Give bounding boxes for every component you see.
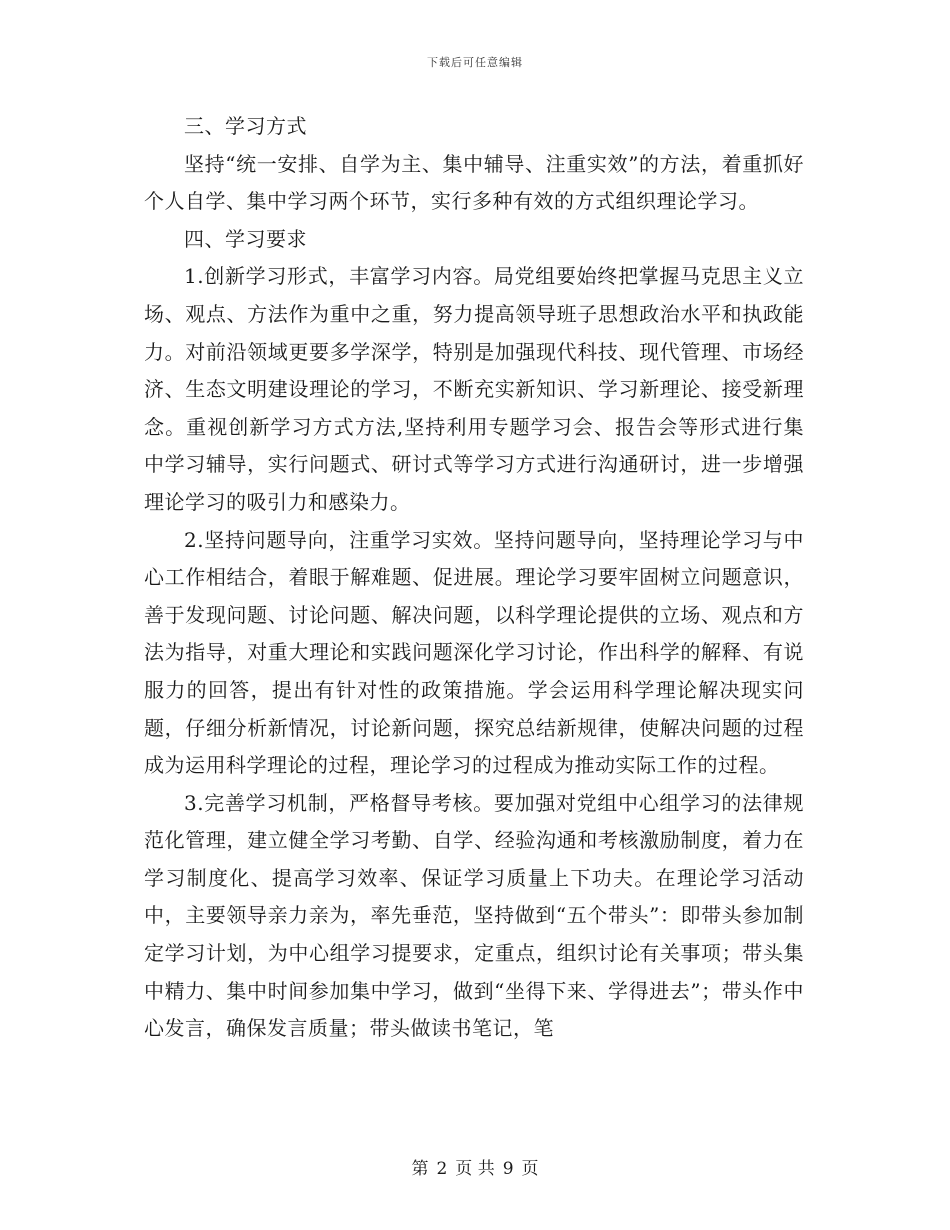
paragraph-requirement-3: 3.完善学习机制，严格督导考核。要加强对党组中心组学习的法律规范化管理，建立健全学习考勤、自学、经验沟通和考核激励制度，着力在学习制度化、提高学习效率、保证学习质量上下功夫。在理论学习活动中，主要领导亲力亲为，率先垂范，坚持做到“五个带头”：即带头参加制定学习计划，为中心组学习提要求，定重点，组织讨论有关事项；带头集中精力、集中时间参加集中学习，做到“坐得下来、学得进去”；带头作中心发言，确保发言质量；带头做读书笔记，笔 <box>144 790 804 1041</box>
footer-middle: 页 共 <box>455 1159 495 1179</box>
paragraph-requirement-1: 1.创新学习形式，丰富学习内容。局党组要始终把掌握马克思主义立场、观点、方法作为重中之重，努力提高领导班子思想政治水平和执政能力。对前沿领域更要多学深学，特别是加强现代科技、现代管理、市场经济、生态文明建设理论的学习，不断充实新知识、学习新理论、接受新理念。重视创新学习方式方法,坚持利用专题学习会、报告会等形式进行集中学习辅导，实行问题式、研讨式等学习方式进行沟通研讨，进一步增强理论学习的吸引力和感染力。 <box>144 264 804 514</box>
current-page-number: 2 <box>436 1159 448 1179</box>
paragraph-requirement-2: 2.坚持问题导向，注重学习实效。坚持问题导向，坚持理论学习与中心工作相结合，着眼于解难题、促进展。理论学习要牢固树立问题意识，善于发现问题、讨论问题、解决问题，以科学理论提供的立场、观点和方法为指导，对重大理论和实践问题深化学习讨论，作出科学的解释、有说服力的回答，提出有针对性的政策措施。学会运用科学理论解决现实问题，仔细分析新情况，讨论新问题，探究总结新规律，使解决问题的过程成为运用科学理论的过程，理论学习的过程成为推动实际工作的过程。 <box>144 527 804 778</box>
page-footer <box>0 1154 950 1179</box>
total-pages-number: 9 <box>502 1159 514 1179</box>
section-heading-study-method: 三、学习方式 <box>184 114 307 138</box>
footer-prefix: 第 <box>411 1159 429 1179</box>
paragraph-study-method: 坚持“统一安排、自学为主、集中辅导、注重实效”的方法，着重抓好个人自学、集中学习两个环节，实行多种有效的方式组织理论学习。 <box>144 151 804 214</box>
header-note: 下载后可任意编辑 <box>427 56 523 69</box>
section-heading-study-requirements: 四、学习要求 <box>184 226 307 251</box>
footer-suffix: 页 <box>521 1159 539 1179</box>
document-body <box>144 108 804 1048</box>
